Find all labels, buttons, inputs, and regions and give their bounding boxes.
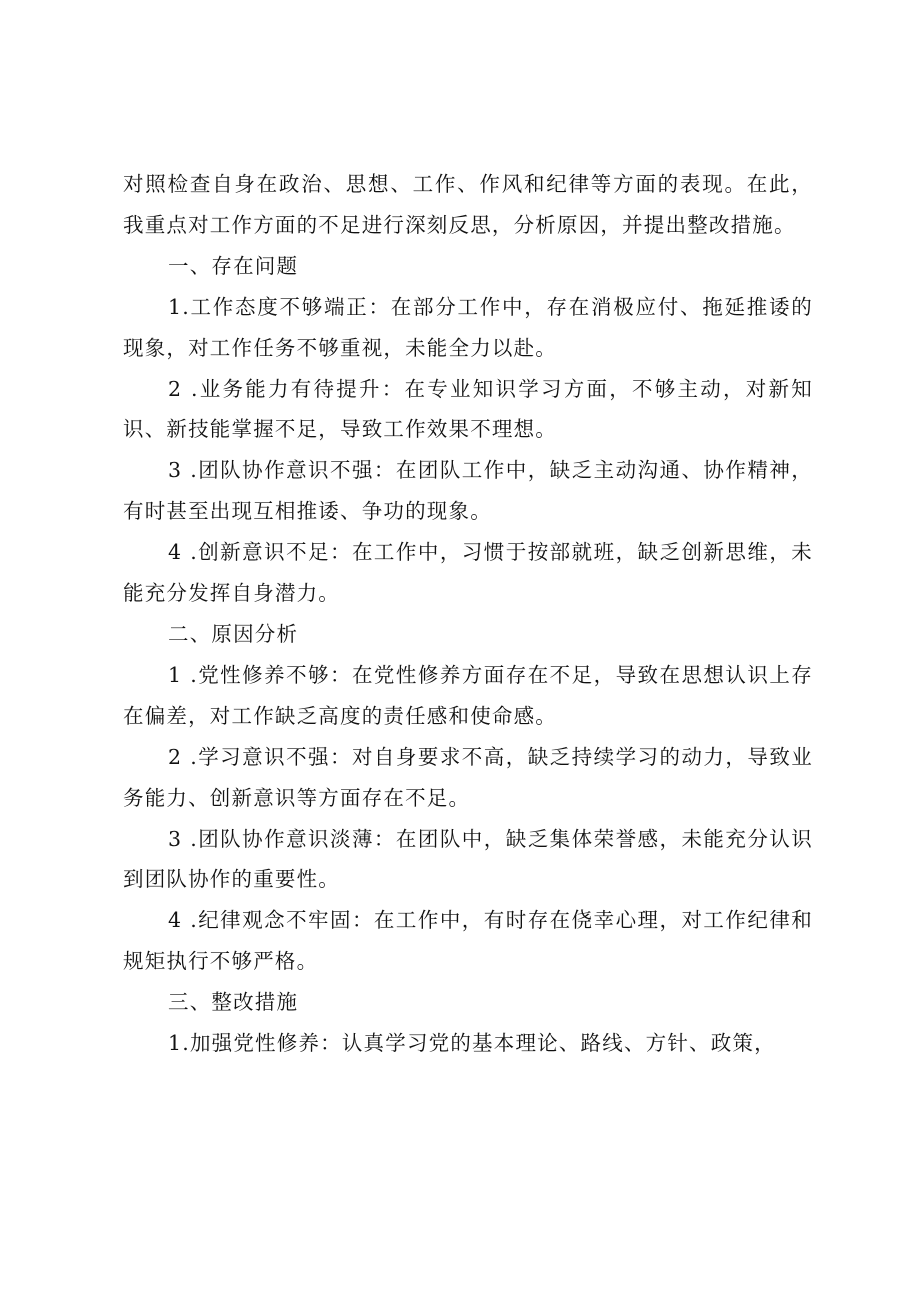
- cause-item-4: 4 .纪律观念不牢固：在工作中，有时存在侥幸心理，对工作纪律和规矩执行不够严格。: [123, 908, 813, 974]
- document-body: [123, 164, 813, 1064]
- section-heading-measures: 三、整改措施: [168, 990, 299, 1015]
- cause-item-3: 3 .团队协作意识淡薄：在团队中，缺乏集体荣誉感，未能充分认识到团队协作的重要性。: [123, 826, 813, 892]
- problem-item-1: 1.工作态度不够端正：在部分工作中，存在消极应付、拖延推诿的现象，对工作任务不够重视，未能全力以赴。: [123, 294, 813, 360]
- cause-item-1: 1 .党性修养不够：在党性修养方面存在不足，导致在思想认识上存在偏差，对工作缺乏高度的责任感和使命感。: [123, 662, 813, 728]
- problem-item-2: 2 .业务能力有待提升：在专业知识学习方面，不够主动，对新知识、新技能掌握不足，导致工作效果不理想。: [123, 376, 813, 442]
- problem-item-4: 4 .创新意识不足：在工作中，习惯于按部就班，缺乏创新思维，未能充分发挥自身潜力。: [123, 540, 813, 606]
- problem-item-3: 3 .团队协作意识不强：在团队工作中，缺乏主动沟通、协作精神，有时甚至出现互相推诿、争功的现象。: [123, 458, 813, 524]
- section-heading-causes: 二、原因分析: [168, 621, 299, 646]
- measure-item-1: 1.加强党性修养：认真学习党的基本理论、路线、方针、政策，: [168, 1031, 776, 1056]
- section-heading-problems: 一、存在问题: [168, 253, 299, 278]
- cause-item-2: 2 .学习意识不强：对自身要求不高，缺乏持续学习的动力，导致业务能力、创新意识等方面存在不足。: [123, 744, 813, 810]
- intro-paragraph: 对照检查自身在政治、思想、工作、作风和纪律等方面的表现。在此，我重点对工作方面的不足进行深刻反思，分析原因，并提出整改措施。: [123, 172, 813, 237]
